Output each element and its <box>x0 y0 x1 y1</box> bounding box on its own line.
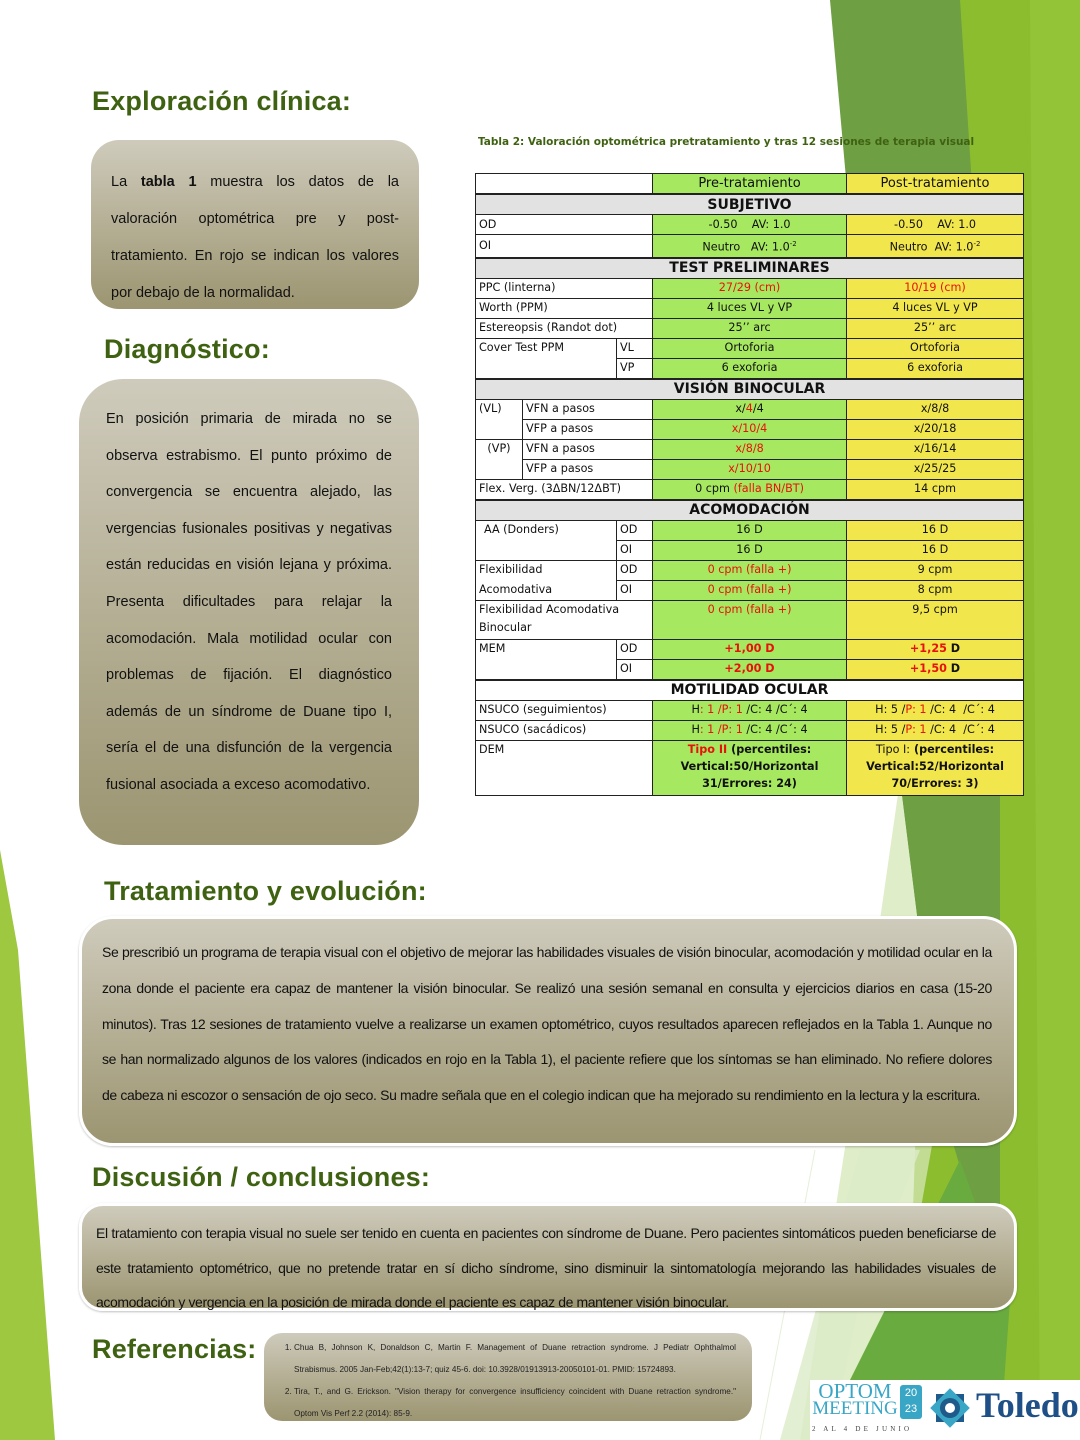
sub-label: VL <box>617 338 653 358</box>
cell-post-part: 70/Errores: 3) <box>891 776 979 790</box>
cell-pre <box>653 740 847 795</box>
cell-pre-part: Vertical:50/Horizontal <box>680 759 819 773</box>
referencias-title: Referencias: <box>92 1334 257 1364</box>
row-label: DEM <box>476 740 653 795</box>
cell-post: x/8/8 <box>847 399 1024 419</box>
left-green-triangle <box>0 850 55 1440</box>
cell-pre-part: 0 cpm <box>695 482 734 496</box>
exploracion-text-pre: La <box>111 174 128 190</box>
logo-optom: OPTOM <box>818 1379 892 1403</box>
discusion-text: El tratamiento con terapia visual no suele ser tenido en cuenta en pacientes con síndrome de Duane. Pero pacientes sintomáticos pueden beneficiarse de este tratamiento optométrico, que no pretende tratar en sí dicho síndrome, sino disminuir la sintomatología mejorando las habilidades visuales de acomodación y vergencia en la posición de mirada donde el paciente es capaz de mantener visión binocular. <box>96 1225 996 1310</box>
cell-pre-part: /C: 4 /C´: 4 <box>742 723 808 737</box>
cell-post-part: Tipo I: <box>875 742 911 756</box>
cell-pre-part: /4 <box>752 402 764 416</box>
cell-pre-part: H <box>691 703 700 717</box>
row-label: PPC (linterna) <box>476 278 653 298</box>
row-label: Acomodativa <box>476 580 617 600</box>
cell-post-part: /C: 4 /C´: 4 <box>926 723 995 737</box>
cell-pre: x/8/8 <box>653 439 847 459</box>
row-label: OD <box>476 215 653 235</box>
exploracion-text-post: muestra los datos de la valoración optométrica pre y post-tratamiento. En rojo se indican los valores por debajo de la normalidad. <box>111 174 400 301</box>
discusion-title: Discusión / conclusiones: <box>92 1162 431 1192</box>
exploracion-box <box>91 140 419 309</box>
tratamiento-box <box>79 916 1017 1146</box>
cell-post <box>847 740 1024 795</box>
table-row <box>476 399 1024 419</box>
logo-year-top: 20 <box>904 1387 918 1399</box>
cell-post: x/20/18 <box>847 419 1024 439</box>
cell-post-part: D <box>946 642 961 656</box>
row-label-line: Flexibilidad Acomodativa <box>479 602 620 616</box>
exploracion-text <box>111 164 399 312</box>
row-label: NSUCO (seguimientos) <box>476 700 653 720</box>
table-row <box>476 459 1024 479</box>
references-list <box>276 1337 736 1425</box>
cell-post: x/25/25 <box>847 459 1024 479</box>
sub-label: OI <box>617 659 653 680</box>
table-row <box>476 639 1024 659</box>
toledo-star-icon <box>928 1386 972 1430</box>
cell-post: 25’’ arc <box>847 318 1024 338</box>
cell-post: 9,5 cpm <box>847 600 1024 639</box>
cell-pre: 0 cpm (falla +) <box>653 560 847 580</box>
cell-pre <box>653 399 847 419</box>
cell-post <box>847 235 1024 258</box>
cell-pre-part-red: (falla BN/BT) <box>733 482 804 496</box>
section-subjetivo: SUBJETIVO <box>476 194 1024 215</box>
diagnostico-text: En posición primaria de mirada no se observa estrabismo. El punto próximo de convergencia se encuentra alejado, las vergencias fusionales positivas y negativas están reducidas en visión lejana y próxima. Presenta dificultades para relajar la acomodación. Mala motilidad ocular con problemas de fijación. El diagnóstico además de un síndrome de Duane tipo I, sería el de una disfunción de la vergencia fusional asociada a exceso acomodativo. <box>106 411 392 793</box>
section-preliminares: TEST PRELIMINARES <box>476 258 1024 279</box>
table-row <box>476 298 1024 318</box>
cell-pre-part: /C: 4 /C´: 4 <box>742 703 808 717</box>
cell-post-part: /C: 4 /C´: 4 <box>926 703 995 717</box>
col-pre-header: Pre-tratamiento <box>653 174 847 195</box>
row-label: AA (Donders) <box>476 520 617 560</box>
section-binocular: VISIÓN BINOCULAR <box>476 379 1024 400</box>
cell-pre <box>653 720 847 740</box>
reference-item: 2. Tira, T., and G. Erickson. "Vision therapy for convergence insufficiency coincident with Duane retraction syndrome." Optom Vis Perf 2.2 (2014): 85-9. <box>294 1381 736 1425</box>
cell-post <box>847 659 1024 680</box>
cell-pre <box>653 479 847 500</box>
optom-meeting-wordmark <box>812 1379 898 1419</box>
optometric-table <box>475 173 1024 796</box>
sub-label: VP <box>617 358 653 379</box>
sub-label: OI <box>617 540 653 560</box>
sub-label: OD <box>617 639 653 659</box>
row-label: MEM <box>476 639 617 680</box>
sub-label: OD <box>617 520 653 540</box>
row-label: Flexibilidad <box>476 560 617 580</box>
row-label: VFP a pasos <box>523 459 653 479</box>
cell-pre: 25’’ arc <box>653 318 847 338</box>
cell-post: 8 cpm <box>847 580 1024 600</box>
cell-pre-part: 31/Errores: 24) <box>702 776 797 790</box>
table-header-empty <box>476 174 653 195</box>
cell-post-part-red: P: 1 <box>905 723 927 737</box>
row-label: OI <box>476 235 653 258</box>
table-row <box>476 560 1024 580</box>
logo-year-badge <box>900 1385 922 1419</box>
cell-pre <box>653 700 847 720</box>
cell-pre: Ortoforia <box>653 338 847 358</box>
cell-pre <box>653 235 847 258</box>
section-acomodacion: ACOMODACIÓN <box>476 500 1024 521</box>
cell-pre: 16 D <box>653 520 847 540</box>
cell-post-part: H: 5 / <box>875 703 906 717</box>
cell-post: 4 luces VL y VP <box>847 298 1024 318</box>
row-label: VFN a pasos <box>523 439 653 459</box>
row-label-line: Binocular <box>479 620 532 634</box>
cell-pre-part-red: : 1 /P: 1 <box>699 703 743 717</box>
cell-post-part: (percentiles: <box>910 742 995 756</box>
cell-post-part: Vertical:52/Horizontal <box>866 759 1004 773</box>
cell-pre: -0.50 AV: 1.0 <box>653 215 847 235</box>
cell-post: 9 cpm <box>847 560 1024 580</box>
table-row <box>476 318 1024 338</box>
cell-post-part-red: +1,25 <box>909 642 947 656</box>
row-label: VFN a pasos <box>523 399 653 419</box>
cell-pre: +1,00 D <box>653 639 847 659</box>
table-row <box>476 338 1024 358</box>
cell-pre: +2,00 D <box>653 659 847 680</box>
cell-post: 14 cpm <box>847 479 1024 500</box>
logo-dates: 2 AL 4 DE JUNIO <box>812 1425 913 1433</box>
table-row <box>476 720 1024 740</box>
cell-pre-part-red: 4 <box>745 402 753 416</box>
cell-pre: 0 cpm (falla +) <box>653 600 847 639</box>
cell-post: Ortoforia <box>847 338 1024 358</box>
table-row <box>476 580 1024 600</box>
cell-pre-part-red: Tipo II <box>687 742 728 756</box>
cell-post-part-red: P: 1 <box>905 703 927 717</box>
table-row <box>476 740 1024 795</box>
table-row <box>476 235 1024 258</box>
diagnostico-box <box>79 379 419 845</box>
cell-post: 10/19 (cm) <box>847 278 1024 298</box>
cell-pre: 6 exoforia <box>653 358 847 379</box>
cell-post: 16 D <box>847 540 1024 560</box>
cell-post: x/16/14 <box>847 439 1024 459</box>
table-row <box>476 215 1024 235</box>
cell-pre: 4 luces VL y VP <box>653 298 847 318</box>
exploracion-text-bold: tabla 1 <box>140 174 197 190</box>
table-row <box>476 278 1024 298</box>
row-label: Cover Test PPM <box>476 338 617 379</box>
cell-post-sup: -2 <box>973 240 981 248</box>
group-label: (VP) <box>476 439 523 479</box>
cell-pre: x/10/4 <box>653 419 847 439</box>
cell-post-part: D <box>946 662 961 676</box>
tratamiento-text: Se prescribió un programa de terapia visual con el objetivo de mejorar las habilidades visuales de visión binocular, acomodación y motilidad ocular en la zona donde el paciente era capaz de mantener la visión binocular. Se realizó una sesión semanal en consulta y ejercicios diarios en casa (15-20 minutos). Tras 12 sesiones de tratamiento vuelve a realizarse un examen optométrico, cuyos resultados aparecen reflejados en la Tabla 1. Aunque no se han normalizado algunos de los valores (indicados en rojo en la Tabla 1), el paciente refiere que los síntomas se han eliminado. No refiere dolores de cabeza ni escozor o sensación de ojo seco. Su madre señala que en el colegio indican que ha mejorado su rendimiento en la lectura y la escritura. <box>102 944 992 1104</box>
logo-year-bottom: 23 <box>904 1403 918 1415</box>
cell-pre: x/10/10 <box>653 459 847 479</box>
row-label: Flex. Verg. (3ΔBN/12ΔBT) <box>476 479 653 500</box>
table-caption: Tabla 2: Valoración optométrica pretratamiento y tras 12 sesiones de terapia visual <box>478 136 975 148</box>
cell-pre: 27/29 (cm) <box>653 278 847 298</box>
cell-pre-part: H <box>691 723 700 737</box>
table-row <box>476 600 1024 639</box>
cell-pre: 16 D <box>653 540 847 560</box>
cell-post: -0.50 AV: 1.0 <box>847 215 1024 235</box>
table-row <box>476 419 1024 439</box>
group-label: (VL) <box>476 399 523 439</box>
cell-pre-sup: -2 <box>789 240 797 248</box>
event-logo <box>810 1380 1080 1440</box>
cell-pre-part: x/ <box>735 402 746 416</box>
cell-post-part-red: +1,50 <box>909 662 947 676</box>
row-label <box>476 600 653 639</box>
table-row <box>476 479 1024 500</box>
table-header-row <box>476 174 1024 195</box>
logo-meeting: MEETING <box>812 1398 898 1419</box>
cell-pre-part: (percentiles: <box>727 742 812 756</box>
cell-post <box>847 720 1024 740</box>
cell-post <box>847 639 1024 659</box>
col-post-header: Post-tratamiento <box>847 174 1024 195</box>
cell-post-value: Neutro AV: 1.0 <box>889 240 974 254</box>
section-motilidad: MOTILIDAD OCULAR <box>476 680 1024 701</box>
cell-pre-value: Neutro AV: 1.0 <box>702 240 790 254</box>
referencias-box <box>264 1333 752 1421</box>
reference-item: 1. Chua B, Johnson K, Donaldson C, Martin F. Management of Duane retraction syndrome. J Pediatr Ophthalmol Strabismus. 2005 Jan-Feb;42(1):13-7; quiz 45-6. doi: 10.3928/01913913-20050101-01. PMID: 15724893. <box>294 1337 736 1381</box>
cell-post: 16 D <box>847 520 1024 540</box>
cell-post <box>847 700 1024 720</box>
discusion-box <box>79 1203 1017 1311</box>
sub-label: OI <box>617 580 653 600</box>
row-label: Worth (PPM) <box>476 298 653 318</box>
row-label: NSUCO (sacádicos) <box>476 720 653 740</box>
cell-post: 6 exoforia <box>847 358 1024 379</box>
logo-toledo: Toledo <box>976 1385 1079 1425</box>
cell-pre: 0 cpm (falla +) <box>653 580 847 600</box>
table-row <box>476 700 1024 720</box>
sub-label: OD <box>617 560 653 580</box>
row-label: VFP a pasos <box>523 419 653 439</box>
table-row <box>476 520 1024 540</box>
cell-pre-part-red: : 1 /P: 1 <box>699 723 743 737</box>
tratamiento-title: Tratamiento y evolución: <box>104 876 427 906</box>
exploracion-title: Exploración clínica: <box>92 86 352 116</box>
table-row <box>476 439 1024 459</box>
row-label: Estereopsis (Randot dot) <box>476 318 653 338</box>
diagnostico-title: Diagnóstico: <box>104 334 270 364</box>
cell-post-part: H: 5 / <box>875 723 906 737</box>
